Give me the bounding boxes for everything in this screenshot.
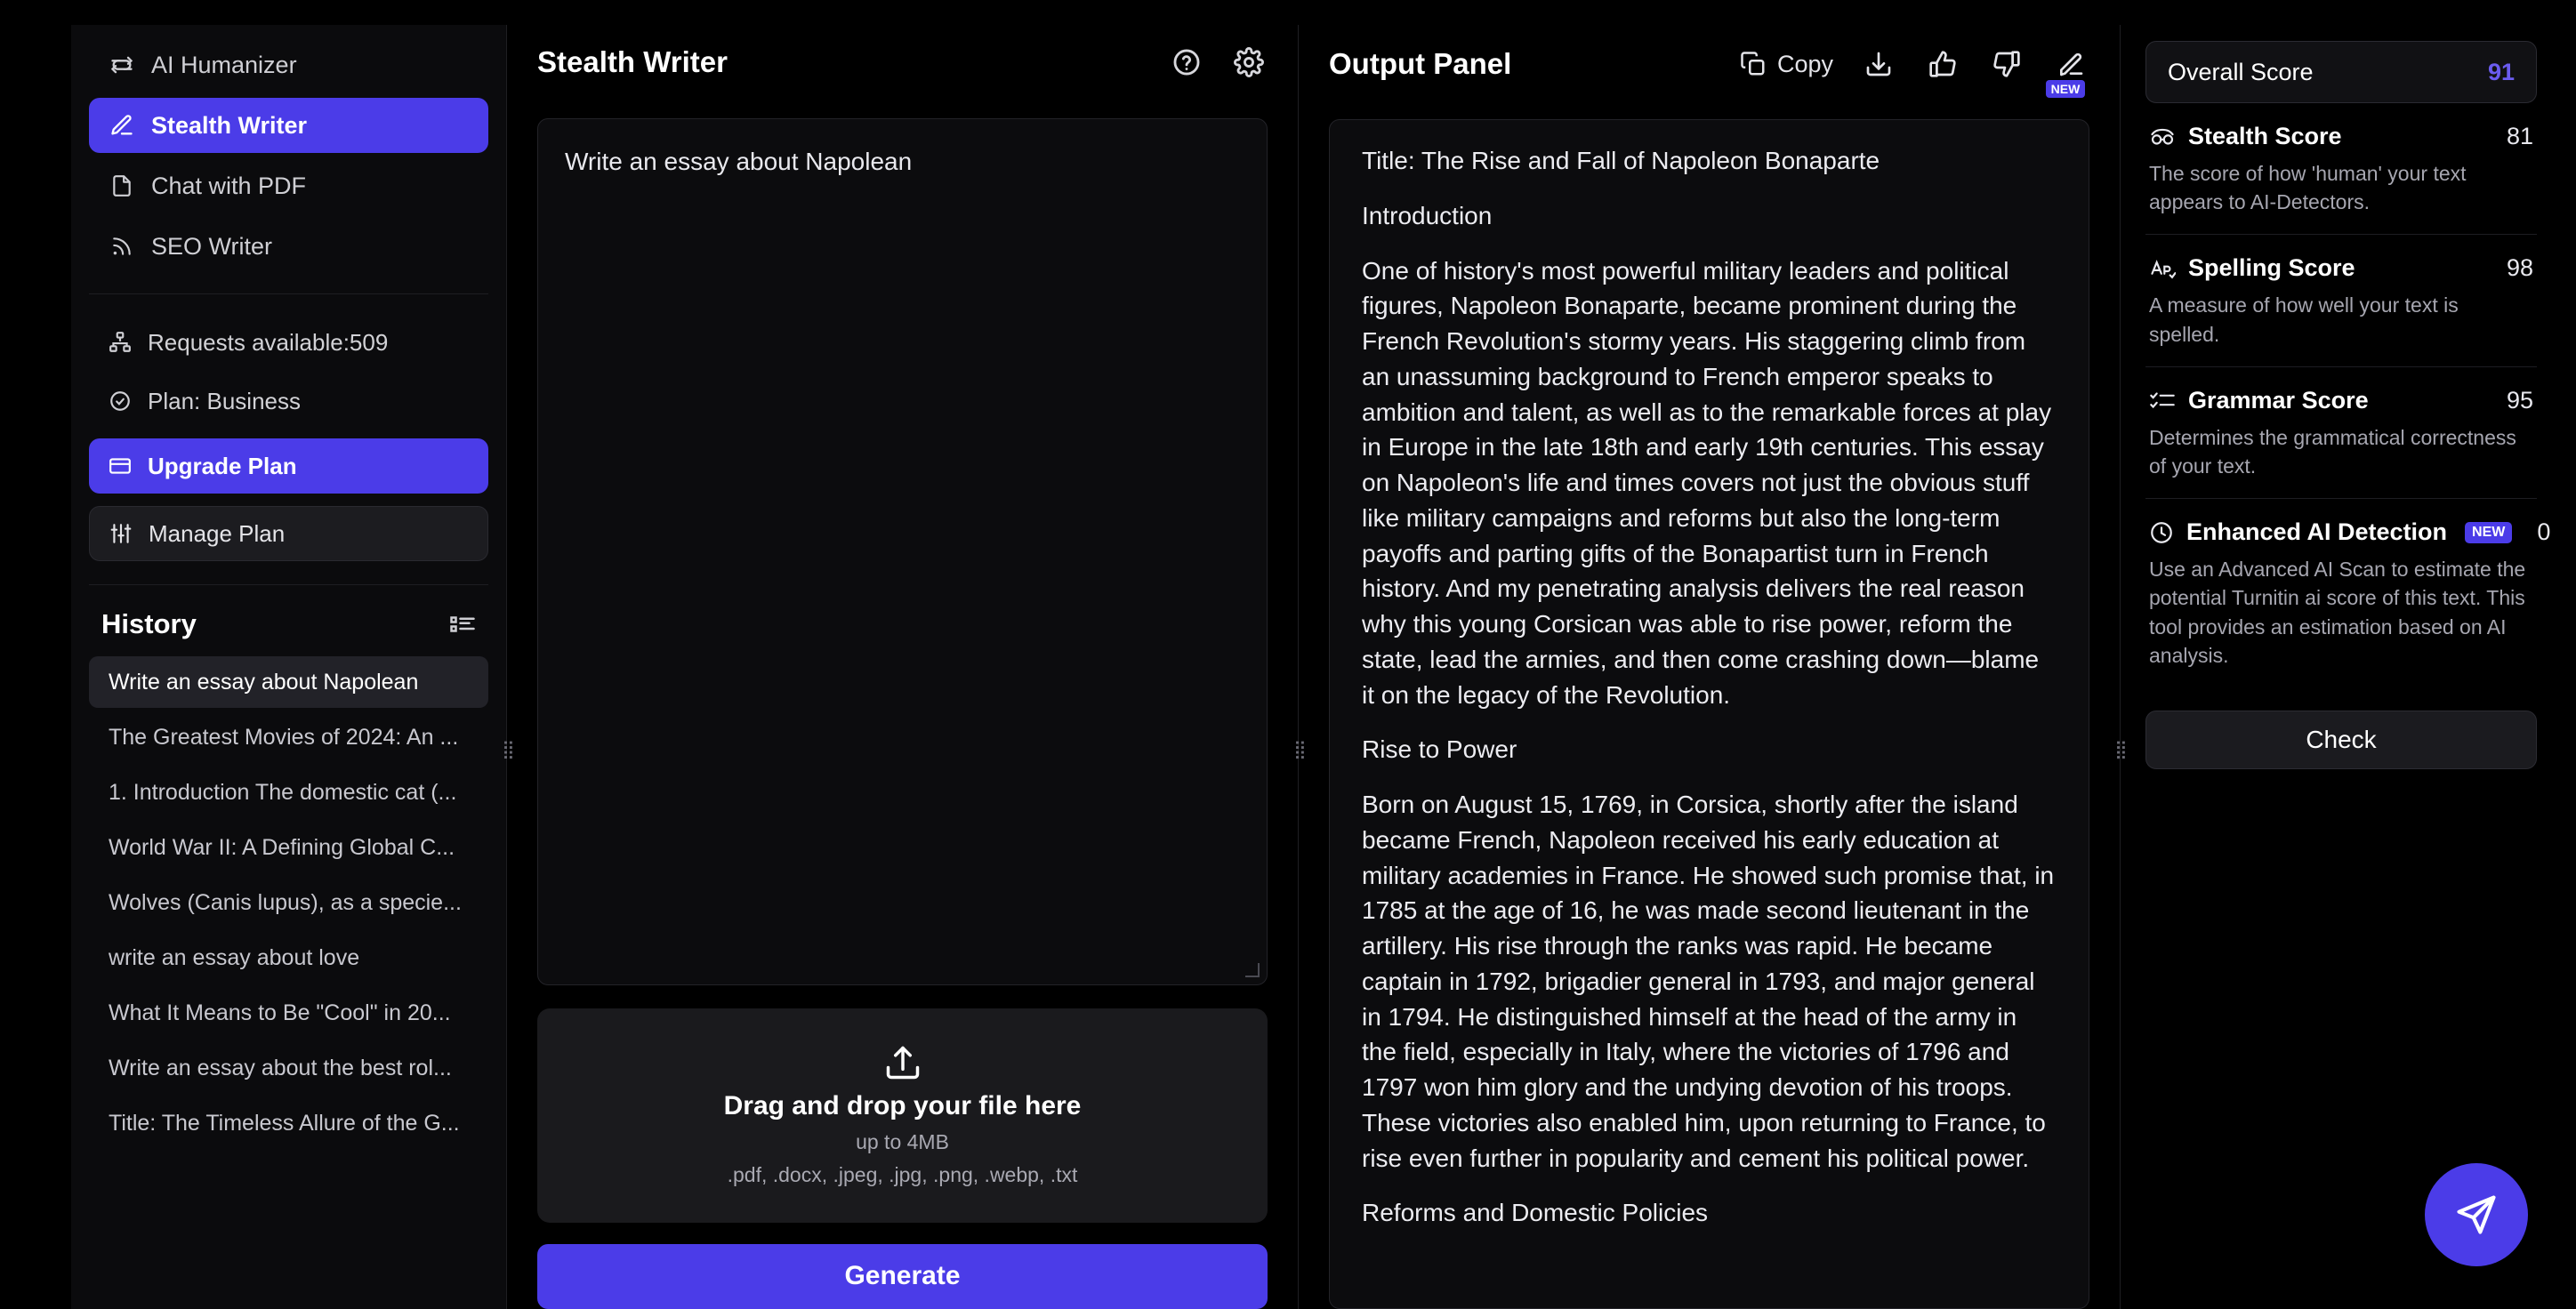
editor-header-actions bbox=[1168, 44, 1268, 81]
edit-new-badge: NEW bbox=[2046, 80, 2086, 98]
output-title: Output Panel bbox=[1329, 47, 1512, 80]
list-item[interactable]: What It Means to Be "Cool" in 20... bbox=[109, 1000, 451, 1025]
copy-button[interactable] bbox=[1740, 51, 1833, 78]
output-paragraph: Rise to Power bbox=[1362, 735, 1517, 764]
manage-plan-label: Manage Plan bbox=[149, 519, 286, 547]
text-input-area[interactable] bbox=[537, 118, 1268, 985]
text-input-value: Write an essay about Napolean bbox=[565, 147, 913, 175]
upgrade-plan-label: Upgrade Plan bbox=[148, 452, 297, 479]
rss-icon bbox=[109, 233, 135, 260]
download-icon[interactable] bbox=[1860, 45, 1897, 83]
output-paragraph: One of history's most powerful military leaders and political figures, Napoleon Bonaparte, became prominent during the French Revolution's stormy years. His staggering climb from an unassuming background to French emperor speaks to ambition and talent, as well as to the remarkable forces at play in Europe in the late 18th and early 19th centuries. This essay on Napoleon's life and times covers not just the obvious stuff like military campaigns and reforms but also the long-term payoffs and parting gifts of the Bonapartist turn in French history. And my penetrating analysis delivers the real reason why this young Corsican was able to rise power, reform the state, lead the armies, and then come crashing down—blame it on the legacy of the Revolution. bbox=[1362, 256, 2052, 709]
score-value: 95 bbox=[2506, 386, 2533, 414]
output-paragraph: Reforms and Domestic Policies bbox=[1362, 1199, 1709, 1227]
score-description: A measure of how well your text is spelled. bbox=[2149, 293, 2459, 346]
grammar-icon bbox=[2149, 389, 2176, 412]
overall-score-value: 91 bbox=[2487, 58, 2515, 85]
list-item[interactable]: Title: The Timeless Allure of the G... bbox=[109, 1110, 460, 1136]
dropzone-file-types: .pdf, .docx, .jpeg, .jpg, .png, .webp, .txt bbox=[727, 1163, 1078, 1187]
check-button[interactable]: Check bbox=[2145, 711, 2537, 769]
list-item[interactable]: Wolves (Canis lupus), as a specie... bbox=[109, 889, 462, 915]
requests-available bbox=[89, 317, 488, 367]
check-circle-icon bbox=[109, 389, 132, 413]
sidebar bbox=[71, 25, 507, 1309]
score-description: Determines the grammatical correctness of your text. bbox=[2149, 425, 2516, 478]
score-name: Spelling Score bbox=[2188, 254, 2355, 282]
sidebar-item-label: Chat with PDF bbox=[151, 172, 307, 199]
spellcheck-icon bbox=[2149, 257, 2176, 280]
output-actions bbox=[1740, 45, 2089, 96]
score-name: Grammar Score bbox=[2188, 386, 2369, 414]
enhanced-ai-detection-block bbox=[2145, 499, 2551, 687]
sidebar-item-label: Stealth Writer bbox=[151, 111, 308, 139]
list-item[interactable]: write an essay about love bbox=[109, 944, 360, 970]
score-name: Stealth Score bbox=[2188, 123, 2342, 149]
copy-label: Copy bbox=[1776, 50, 1833, 77]
sidebar-meta bbox=[71, 294, 506, 426]
score-value: 0 bbox=[2537, 518, 2551, 546]
score-value: 81 bbox=[2506, 123, 2533, 149]
pencil-square-icon bbox=[109, 112, 135, 139]
requests-available-label: Requests available:509 bbox=[148, 328, 389, 356]
sidebar-item-label: AI Humanizer bbox=[151, 51, 297, 78]
editor-resize-handle[interactable]: ⣿ bbox=[1293, 739, 1304, 759]
overall-score-label: Overall Score bbox=[2168, 58, 2314, 85]
credit-card-icon bbox=[109, 454, 132, 478]
spelling-score-block bbox=[2145, 235, 2537, 366]
refresh-icon bbox=[109, 52, 135, 78]
textarea-resize-grip[interactable] bbox=[1245, 963, 1260, 977]
sidebar-nav bbox=[71, 25, 506, 274]
output-paragraph: Born on August 15, 1769, in Corsica, shortly after the island became French, Napoleon received his early education at military academies in France. He showed such promise that, in 1785 at the age of 16, he was made second lieutenant in the artillery. His rise through the ranks was rapid. He became captain in 1792, brigadier general in 1793, and major general in 1794. He distinguished himself at the head of the army in the field, especially in Italy, where the victories of 1796 and 1797 won him glory and the undying devotion of his troops. These victories also enabled him, upon returning to France, to rise even further in popularity and cement his political power. bbox=[1362, 791, 2055, 1172]
thumbs-up-icon[interactable] bbox=[1924, 45, 1961, 83]
plan-status-label: Plan: Business bbox=[148, 387, 301, 414]
sliders-icon bbox=[109, 522, 133, 545]
history-title: History bbox=[101, 608, 197, 639]
score-name: Enhanced AI Detection bbox=[2186, 518, 2448, 546]
output-header bbox=[1329, 25, 2089, 103]
history-list-icon[interactable] bbox=[449, 613, 476, 636]
document-icon bbox=[109, 173, 135, 199]
network-icon bbox=[109, 331, 132, 354]
ai-detection-icon bbox=[2149, 520, 2174, 545]
list-item[interactable]: 1. Introduction The domestic cat (... bbox=[109, 779, 457, 805]
send-message-icon[interactable] bbox=[2425, 1163, 2528, 1266]
output-paragraph: Introduction bbox=[1362, 201, 1493, 229]
overall-score bbox=[2145, 41, 2537, 103]
page-title: Stealth Writer bbox=[537, 45, 728, 79]
sidebar-item-stealth-writer[interactable] bbox=[89, 98, 488, 153]
gear-icon[interactable] bbox=[1230, 44, 1268, 81]
sidebar-item-ai-humanizer[interactable] bbox=[89, 37, 488, 92]
list-item[interactable]: World War II: A Defining Global C... bbox=[109, 834, 455, 860]
sidebar-item-label: SEO Writer bbox=[151, 232, 273, 260]
output-resize-handle[interactable]: ⣿ bbox=[2114, 739, 2125, 759]
output-panel bbox=[1293, 25, 2125, 1309]
stealth-score-block bbox=[2145, 103, 2537, 235]
dropzone-title: Drag and drop your file here bbox=[723, 1091, 1082, 1121]
output-text bbox=[1329, 119, 2089, 1309]
score-description: Use an Advanced AI Scan to estimate the potential Turnitin ai score of this text. This tool provides an estimation based on AI analysis. bbox=[2149, 558, 2526, 667]
list-item[interactable]: The Greatest Movies of 2024: An ... bbox=[109, 724, 459, 750]
dropzone-size-limit: up to 4MB bbox=[856, 1130, 949, 1154]
score-description: The score of how 'human' your text appears to AI-Detectors. bbox=[2149, 162, 2467, 214]
output-paragraph: Title: The Rise and Fall of Napoleon Bonaparte bbox=[1362, 147, 1880, 174]
sidebar-resize-handle[interactable]: ⣿ bbox=[502, 739, 512, 759]
copy-icon bbox=[1740, 51, 1767, 77]
grammar-score-block bbox=[2145, 367, 2537, 499]
list-item[interactable]: Write an essay about Napolean bbox=[89, 656, 488, 708]
editor-panel bbox=[502, 25, 1299, 1309]
list-item[interactable]: Write an essay about the best rol... bbox=[109, 1055, 452, 1080]
upgrade-plan-button[interactable] bbox=[89, 438, 488, 494]
edit-square-icon[interactable] bbox=[2050, 45, 2089, 96]
history-list bbox=[71, 649, 506, 1149]
thumbs-down-icon[interactable] bbox=[1988, 45, 2025, 83]
status-badge: NEW bbox=[2465, 522, 2512, 543]
manage-plan-button[interactable] bbox=[89, 506, 488, 561]
score-panel bbox=[2121, 25, 2556, 1309]
editor-header bbox=[537, 25, 1268, 100]
generate-button[interactable]: Generate bbox=[537, 1244, 1268, 1309]
sidebar-item-chat-with-pdf[interactable] bbox=[89, 158, 488, 213]
question-circle-icon[interactable] bbox=[1168, 44, 1205, 81]
stealth-icon bbox=[2149, 125, 2176, 149]
file-dropzone[interactable] bbox=[537, 1008, 1268, 1223]
plan-status bbox=[89, 376, 488, 426]
sidebar-item-seo-writer[interactable] bbox=[89, 219, 488, 274]
score-value: 98 bbox=[2506, 254, 2533, 282]
history-header bbox=[71, 585, 506, 649]
upload-icon bbox=[883, 1043, 922, 1082]
